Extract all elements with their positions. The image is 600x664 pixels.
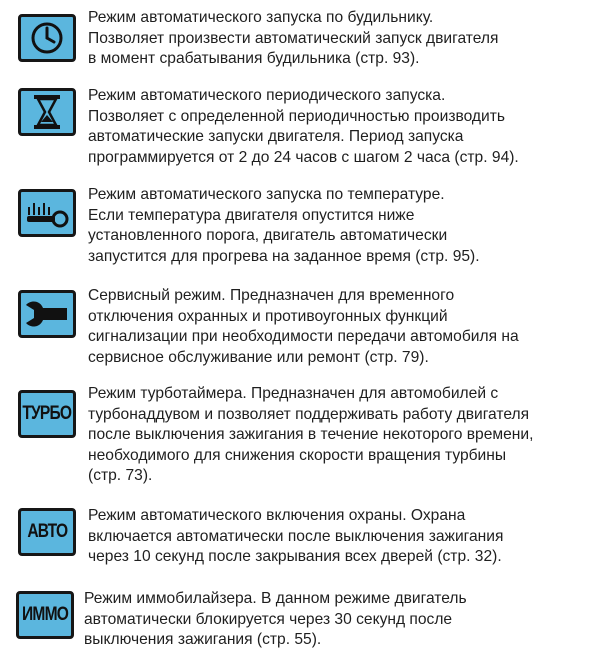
text-line: после выключения зажигания в течение некоторого времени, (88, 426, 534, 443)
thermometer-icon (18, 189, 76, 237)
hourglass-icon (18, 88, 76, 136)
auto-label-icon (18, 508, 76, 556)
text-line: автоматические запуски двигателя. Период запуска (88, 128, 464, 145)
text-line: Режим автоматического запуска по температуре. (88, 186, 445, 203)
mode-description (88, 86, 593, 168)
auto-label: АВТО (27, 521, 67, 542)
text-line: сервисное обслуживание или ремонт (стр. 79). (88, 348, 429, 366)
text-line: выключения зажигания (стр. 55). (84, 631, 322, 648)
text-line: Режим автоматического периодического запуска. (88, 87, 446, 104)
alarm-clock-icon (18, 14, 76, 62)
mode-description (88, 8, 593, 70)
text-line: необходимого для снижения скорости вращения турбины (88, 446, 507, 464)
text-line: включается автоматически после выключения зажигания (88, 527, 504, 545)
mode-description (84, 589, 589, 651)
text-line: Режим турботаймера. Предназначен для автомобилей с (88, 385, 499, 402)
mode-description (88, 286, 593, 368)
text-line: через 10 секунд после закрывания всех дверей (стр. 32). (88, 548, 502, 565)
wrench-icon (18, 290, 76, 338)
text-line: сигнализации при необходимости передачи автомобиля на (88, 328, 519, 345)
text-line: программируется от 2 до 24 часов с шагом 2 часа (стр. 94). (88, 148, 519, 166)
text-line: (стр. 73). (88, 467, 153, 484)
text-line: отключения охранных и противоугонных функций (88, 307, 448, 325)
turbo-label: ТУРБО (22, 403, 72, 424)
mode-description (88, 185, 593, 267)
text-line: автоматически блокируется через 30 секунд после (84, 610, 453, 628)
turbo-label-icon (18, 390, 76, 438)
text-line: запустится для прогрева на заданное время (стр. 95). (88, 247, 480, 265)
text-line: Позволяет с определенной периодичностью производить (88, 107, 505, 125)
text-line: в момент срабатывания будильника (стр. 93). (88, 50, 420, 67)
text-line: Режим иммобилайзера. В данном режиме двигатель (84, 590, 467, 607)
immo-label: ИММО (22, 604, 68, 625)
text-line: турбонаддувом и позволяет поддерживать работу двигателя (88, 405, 530, 423)
text-line: Режим автоматического включения охраны. Охрана (88, 507, 466, 524)
text-line: Режим автоматического запуска по будильнику. (88, 9, 434, 26)
mode-description (88, 506, 593, 568)
mode-description (88, 384, 593, 487)
text-line: установленного порога, двигатель автоматически (88, 227, 448, 244)
text-line: Сервисный режим. Предназначен для временного (88, 287, 455, 304)
text-line: Если температура двигателя опустится ниже (88, 206, 415, 224)
text-line: Позволяет произвести автоматический запуск двигателя (88, 29, 499, 47)
immo-label-icon (16, 591, 74, 639)
